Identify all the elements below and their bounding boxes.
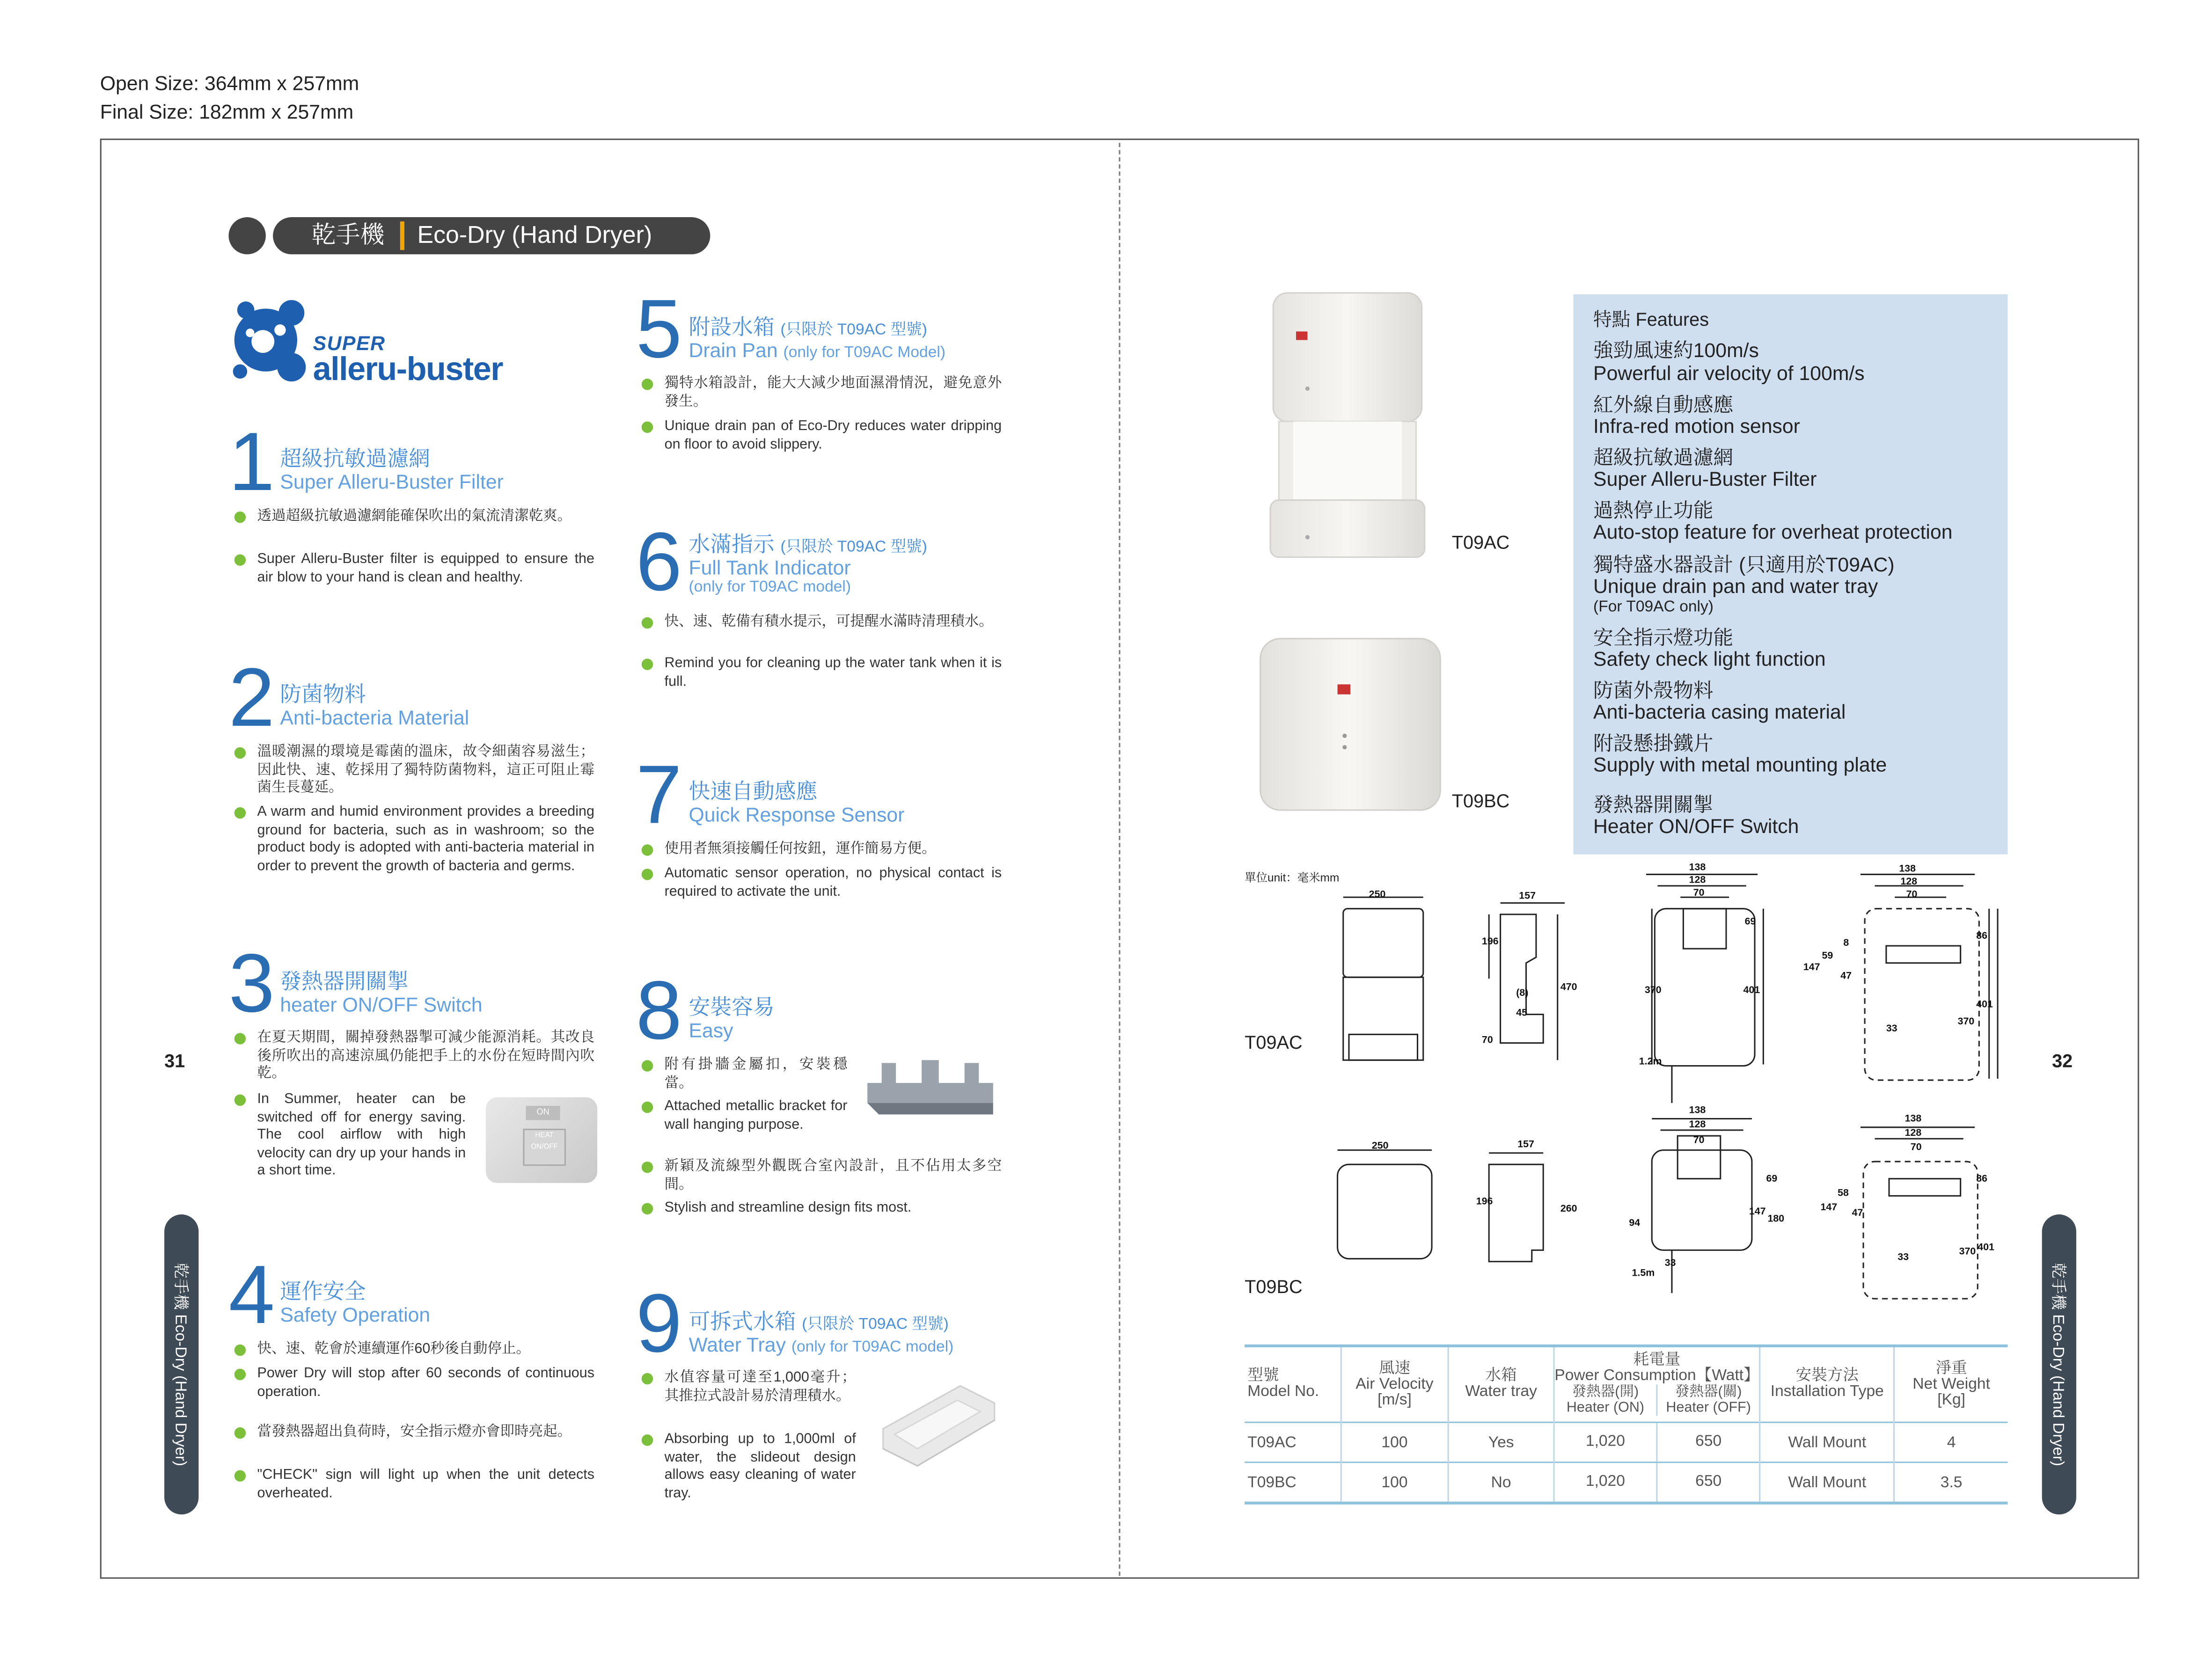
bc-dim-17: 58 [1838, 1189, 1849, 1199]
bc-dim-21: 370 [1959, 1247, 1976, 1257]
table-row: T09AC 100 Yes 1,020 650 Wall Mount 4 [1245, 1422, 2007, 1462]
bc-dim-4: 260 [1560, 1204, 1577, 1215]
ac-dim-16: 8 [1843, 938, 1849, 949]
drawing-label-t09bc: T09BC [1245, 1276, 1303, 1298]
feature-6-title-en: Full Tank Indicator [689, 555, 851, 579]
ac-dim-10: 128 [1689, 876, 1706, 886]
section-header [273, 217, 710, 254]
ac-dim-24: 370 [1957, 1017, 1975, 1028]
fold-line [1119, 143, 1120, 1576]
unit-note: 單位unit：毫米mm [1245, 871, 1340, 884]
ac-dim-7: 70 [1481, 1036, 1493, 1046]
bc-dim-20: 33 [1897, 1253, 1909, 1263]
feature-2-title-en: Anti-bacteria Material [280, 706, 469, 729]
bc-dim-7: 70 [1693, 1136, 1705, 1146]
ac-dim-21: 128 [1900, 877, 1918, 887]
feature-8-number: 8 [636, 964, 682, 1058]
feature-2-title-zh: 防菌物料 [280, 683, 366, 708]
feature-4-title-en: Safety Operation [280, 1303, 431, 1326]
feature-5-bullet-zh: 獨特水箱設計，能大大減少地面濕滑情況，避免意外發生。 [665, 376, 1002, 411]
feature-7-title-zh: 快速自動感應 [689, 780, 818, 804]
features-box [1573, 294, 2007, 855]
header-title-zh: 乾手機 [311, 221, 385, 249]
table-row: T09BC 100 No 1,020 650 Wall Mount 3.5 [1245, 1462, 2007, 1503]
feature-8-bullet-1: 附有掛牆金屬扣，安裝穩當。 [665, 1057, 848, 1093]
bc-dim-22: 401 [1978, 1243, 1994, 1253]
feature-item-3-en: Super Alleru-Buster Filter [1593, 467, 1817, 490]
ac-dim-23: 401 [1976, 1000, 1993, 1010]
feature-item-7-zh: 防菌外殼物料 [1593, 679, 1714, 702]
ac-dim-5: 45 [1516, 1009, 1528, 1019]
feature-7-bullet-zh: 使用者無須接觸任何按鈕，運作簡易方便。 [665, 841, 1002, 859]
feature-1-number: 1 [228, 416, 275, 509]
feature-7-number: 7 [636, 748, 682, 842]
ac-dim-3: 196 [1481, 937, 1499, 948]
feature-3-bullet-en: In Summer, heater can be switched off for energy saving. The cool airflow with high velocity can dry up your hands in a short time. [257, 1091, 466, 1181]
feature-6-title-zh: 水滿指示 (只限於 T09AC 型號) [689, 533, 927, 557]
bc-dim-16: 70 [1910, 1143, 1922, 1153]
header-water-tray: 水箱 Water tray [1449, 1346, 1554, 1422]
feature-4-title-zh: 運作安全 [280, 1280, 366, 1305]
bc-dim-2: 157 [1517, 1140, 1534, 1150]
t09bc-technical-drawing [1329, 1107, 2014, 1322]
ac-dim-9: 138 [1689, 862, 1706, 873]
ac-dim-19: 33 [1886, 1024, 1897, 1035]
feature-item-7-en: Anti-bacteria casing material [1593, 700, 1846, 723]
feature-4-bullet-4: "CHECK" sign will light up when the unit detects overheated. [257, 1467, 595, 1503]
page-number-right: 32 [2052, 1050, 2073, 1072]
feature-1-title-en: Super Alleru-Buster Filter [280, 470, 504, 493]
feature-9-number: 9 [636, 1277, 682, 1370]
feature-item-1-en: Powerful air velocity of 100m/s [1593, 361, 1865, 385]
side-tab-left: 乾手機 Eco-Dry (Hand Dryer) [164, 1214, 198, 1514]
mounting-bracket-image [862, 1054, 999, 1120]
feature-1-bullet-zh: 透過超級抗敏過濾網能確保吹出的氣流清潔乾爽。 [257, 509, 595, 526]
open-size-note: Open Size: 364mm x 257mm [100, 71, 359, 95]
t09bc-product-image [1258, 636, 1443, 815]
feature-item-6-en: Safety check light function [1593, 647, 1826, 670]
feature-item-6-zh: 安全指示燈功能 [1593, 626, 1734, 649]
bc-dim-8: 94 [1629, 1219, 1641, 1229]
bc-dim-10: 33 [1664, 1258, 1676, 1269]
header-net-weight: 淨重 Net Weight [Kg] [1912, 1359, 1990, 1408]
ac-dim-15: 59 [1822, 951, 1833, 962]
bc-dim-9: 1.5m [1632, 1269, 1655, 1279]
feature-2-bullet-en: A warm and humid environment provides a breeding ground for bacteria, such as in washroom; so the product body is adopted with anti-bacteria material in order to prevent the growth of bacteria and germs. [257, 804, 595, 876]
feature-item-8-en: Supply with metal mounting plate [1593, 753, 1887, 776]
logo-text-super: SUPER [313, 331, 386, 355]
feature-item-9-en: Heater ON/OFF Switch [1593, 814, 1799, 838]
feature-item-5-zh: 獨特盛水器設計 (只適用於T09AC) [1593, 553, 1895, 576]
t09ac-product-image [1265, 286, 1429, 572]
feature-6-title-en-note: (only for T09AC model) [689, 578, 851, 596]
water-tray-image [874, 1372, 1000, 1479]
feature-5-title-en: Drain Pan (only for T09AC Model) [689, 338, 946, 362]
switch-heat-button [523, 1129, 566, 1166]
ac-dim-18: 147 [1803, 963, 1820, 973]
feature-3-bullet-zh: 在夏天期間，關掉發熱器掣可減少能源消耗。其改良後所吹出的高速涼風仍能把手上的水份在短時間內吹乾。 [257, 1030, 595, 1083]
product-label-t09bc: T09BC [1451, 790, 1510, 812]
feature-item-5-en: Unique drain pan and water tray [1593, 574, 1878, 598]
table-header-row [1245, 1346, 2007, 1422]
product-label-t09ac: T09AC [1451, 531, 1510, 553]
bc-dim-15: 128 [1904, 1128, 1922, 1139]
specification-table [1245, 1345, 2007, 1505]
feature-7-bullet-en: Automatic sensor operation, no physical contact is required to activate the unit. [665, 866, 1002, 901]
feature-3-title-zh: 發熱器開關掣 [280, 970, 409, 994]
feature-item-4-en: Auto-stop feature for overheat protection [1593, 520, 1953, 543]
feature-item-3-zh: 超級抗敏過濾網 [1593, 446, 1734, 469]
header-model: 型號 Model No. [1245, 1346, 1340, 1422]
feature-8-title-en: Easy [689, 1018, 733, 1042]
feature-item-4-zh: 過熱停止功能 [1593, 498, 1714, 522]
header-dot [228, 217, 265, 254]
feature-6-bullet-zh: 快、速、乾備有積水提示，可提醒水滿時清理積水。 [665, 614, 1002, 632]
feature-2-bullet-zh: 溫暖潮濕的環境是霉菌的溫床，故令細菌容易滋生；因此快、速、乾採用了獨特防菌物料，這正可阻止霉菌生長蔓延。 [257, 745, 595, 798]
ac-dim-11: 70 [1693, 888, 1705, 899]
feature-7-title-en: Quick Response Sensor [689, 803, 905, 826]
ac-dim-8: 1.2m [1639, 1057, 1662, 1067]
feature-4-bullet-1: 快、速、乾會於連續運作60秒後自動停止。 [257, 1342, 595, 1359]
feature-2-number: 2 [228, 651, 275, 745]
header-air-velocity: 風速 Air Velocity [m/s] [1340, 1346, 1448, 1422]
feature-9-title-zh: 可拆式水箱 (只限於 T09AC 型號) [689, 1310, 949, 1335]
logo-text-name: alleru-buster [313, 350, 503, 387]
header-installation: 安裝方法 Installation Type [1760, 1346, 1894, 1422]
header-power: 耗電量 Power Consumption【Watt】 發熱器(開) Heater (ON) 發熱器(關) Heater (OFF) [1554, 1346, 1760, 1422]
ac-dim-12: 370 [1644, 986, 1662, 996]
bc-dim-19: 147 [1820, 1203, 1838, 1213]
feature-9-title-en: Water Tray (only for T09AC model) [689, 1333, 954, 1356]
bc-dim-14: 138 [1904, 1114, 1922, 1125]
feature-6-bullet-en: Remind you for cleaning up the water tank when it is full. [665, 656, 1002, 691]
feature-item-5-note: (For T09AC only) [1593, 599, 1714, 616]
final-size-note: Final Size: 182mm x 257mm [100, 100, 354, 123]
feature-4-number: 4 [228, 1249, 275, 1342]
feature-1-bullet-en: Super Alleru-Buster filter is equipped to ensure the air blow to your hand is clean and healthy. [257, 551, 595, 587]
ac-dim-1: 250 [1369, 890, 1386, 900]
feature-4-bullet-2: Power Dry will stop after 60 seconds of continuous operation. [257, 1366, 595, 1402]
heater-switch-photo [486, 1097, 597, 1183]
drawing-label-t09ac: T09AC [1245, 1031, 1303, 1053]
bc-dim-1: 250 [1371, 1141, 1389, 1152]
feature-1-title-zh: 超級抗敏過濾網 [280, 447, 430, 472]
feature-9-bullet-en: Absorbing up to 1,000ml of water, the slideout design allows easy cleaning of water tray. [665, 1432, 856, 1503]
ac-dim-14: 69 [1744, 917, 1756, 928]
ac-dim-22: 70 [1906, 890, 1918, 900]
feature-8-bullet-2: Attached metallic bracket for wall hanging purpose. [665, 1099, 848, 1134]
ac-dim-4: (8) [1516, 988, 1529, 999]
feature-4-bullet-3: 當發熱器超出負荷時，安全指示燈亦會即時亮起。 [257, 1425, 595, 1442]
switch-onoff-label: ON/OFF [531, 1143, 558, 1152]
feature-5-title-zh: 附設水箱 (只限於 T09AC 型號) [689, 315, 927, 340]
bc-dim-23: 86 [1976, 1174, 1988, 1184]
bc-dim-18: 47 [1852, 1208, 1863, 1219]
side-tab-right: 乾手機 Eco-Dry (Hand Dryer) [2042, 1214, 2076, 1514]
ac-dim-2: 157 [1519, 892, 1536, 902]
feature-8-title-zh: 安裝容易 [689, 995, 775, 1020]
feature-9-bullet-zh: 水值容量可達至1,000毫升；其推拉式設計易於清理積水。 [665, 1370, 856, 1406]
feature-5-number: 5 [636, 283, 682, 376]
feature-5-bullet-en: Unique drain pan of Eco-Dry reduces water dripping on floor to avoid slippery. [665, 419, 1002, 454]
bc-dim-5: 138 [1689, 1105, 1706, 1116]
feature-item-9-zh: 發熱器開關掣 [1593, 793, 1714, 816]
bc-dim-6: 128 [1689, 1120, 1706, 1130]
ac-dim-20: 138 [1899, 864, 1916, 875]
feature-item-1-zh: 強勁風速約100m/s [1593, 338, 1759, 362]
feature-3-title-en: heater ON/OFF Switch [280, 993, 483, 1016]
feature-8-bullet-3: 新穎及流線型外觀既合室內設計，且不佔用太多空間。 [665, 1159, 1002, 1194]
page-number-left: 31 [164, 1050, 185, 1072]
ac-dim-6: 470 [1560, 983, 1577, 993]
bc-dim-3: 196 [1476, 1197, 1493, 1207]
feature-3-number: 3 [228, 937, 275, 1030]
bc-dim-13: 69 [1766, 1174, 1778, 1184]
features-box-title: 特點 Features [1593, 308, 1709, 330]
header-divider [400, 221, 404, 250]
ac-dim-17: 47 [1840, 972, 1852, 982]
switch-on-label: ON [526, 1106, 560, 1120]
ac-dim-25: 86 [1976, 931, 1988, 942]
feature-6-number: 6 [636, 516, 682, 609]
header-title-en: Eco-Dry (Hand Dryer) [417, 221, 652, 249]
feature-item-2-zh: 紅外線自動感應 [1593, 393, 1734, 416]
switch-heat-label: HEAT [535, 1131, 554, 1140]
ac-dim-13: 401 [1743, 986, 1760, 996]
feature-8-bullet-4: Stylish and streamline design fits most. [665, 1200, 1002, 1218]
bc-dim-11: 147 [1749, 1207, 1766, 1218]
feature-item-8-zh: 附設懸掛鐵片 [1593, 731, 1714, 754]
feature-item-2-en: Infra-red motion sensor [1593, 414, 1800, 438]
bc-dim-12: 180 [1767, 1214, 1785, 1225]
